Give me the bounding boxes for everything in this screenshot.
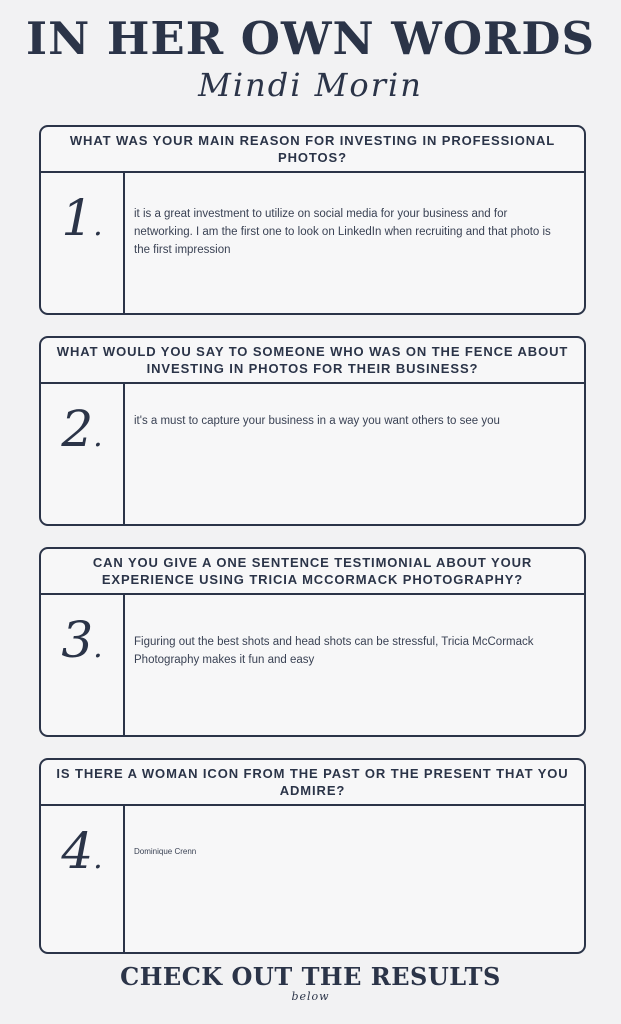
qa-card-4 [39,758,586,954]
qa-card-1 [39,125,586,315]
number-column-3 [41,595,125,735]
signature-name: Mindi Morin [198,66,423,104]
question-number-2: 2. [61,400,103,458]
footer-title: CHECK OUT THE RESULTS [120,962,501,991]
footer-subtitle: below [291,990,330,1003]
number-digit-1: 1 [61,189,94,247]
answer-1: it is a great investment to utilize on social media for your business and for networking. I am the first one to look on LinkedIn when recruiting and that photo is the first impression [134,208,551,256]
qa-card-3 [39,547,586,737]
page-title: IN HER OWN WORDS [26,12,595,65]
question-number-1: 1. [61,189,103,247]
answer-2: it's a must to capture your business in a way you want others to see you [134,415,500,427]
qa-card-2 [39,336,586,526]
question-number-3: 3. [61,611,103,669]
question-1: WHAT WAS YOUR MAIN REASON FOR INVESTING IN PROFESSIONAL PHOTOS? [41,127,584,173]
question-number-4: 4. [61,822,103,880]
number-digit-2: 2 [61,400,94,458]
number-digit-4: 4 [61,822,94,880]
question-4: IS THERE A WOMAN ICON FROM THE PAST OR THE PRESENT THAT YOU ADMIRE? [41,760,584,806]
number-column-4 [41,806,125,952]
question-2: WHAT WOULD YOU SAY TO SOMEONE WHO WAS ON THE FENCE ABOUT INVESTING IN PHOTOS FOR THEIR BUSINESS? [41,338,584,384]
answer-4: Dominique Crenn [134,847,197,856]
number-digit-3: 3 [61,611,94,669]
question-3: CAN YOU GIVE A ONE SENTENCE TESTIMONIAL ABOUT YOUR EXPERIENCE USING TRICIA MCCORMACK PHOTOGRAPHY? [41,549,584,595]
answer-3: Figuring out the best shots and head shots can be stressful, Tricia McCormack Photography makes it fun and easy [134,636,534,666]
number-column-2 [41,384,125,524]
number-column-1 [41,173,125,313]
